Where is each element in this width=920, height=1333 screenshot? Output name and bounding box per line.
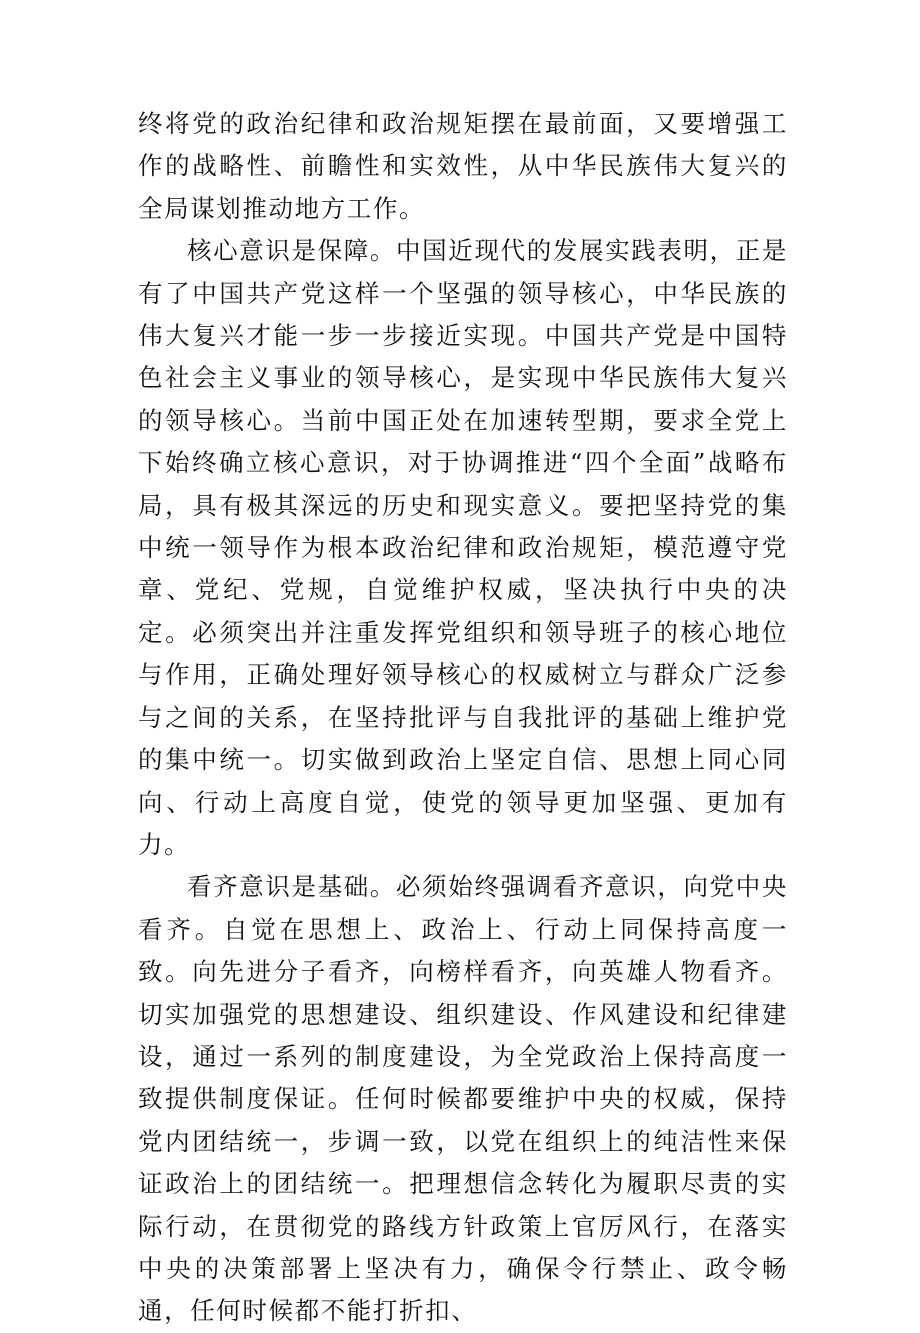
paragraph-core-awareness: 核心意识是保障。中国近现代的发展实践表明，正是有了中国共产党这样一个坚强的领导核心，中华民族的伟大复兴才能一步一步接近实现。中国共产党是中国特色社会主义事业的领导核心，是实现中华民族伟大复兴的领导核心。当前中国正处在加速转型期，要求全党上下始终确立核心意识，对于协调推进“四个全面”战略布局，具有极其深远的历史和现实意义。要把坚持党的集中统一领导作为根本政治纪律和政治规矩，模范遵守党章、党纪、党规，自觉维护权威，坚决执行中央的决定。必须突出并注重发挥党组织和领导班子的核心地位与作用，正确处理好领导核心的权威树立与群众广泛参与之间的关系，在坚持批评与自我批评的基础上维护党的集中统一。切实做到政治上坚定自信、思想上同心同向、行动上高度自觉，使党的领导更加坚强、更加有力。: [138, 236, 788, 859]
paragraph-continuation: 终将党的政治纪律和政治规矩摆在最前面，又要增强工作的战略性、前瞻性和实效性，从中华民族伟大复兴的全局谋划推动地方工作。: [138, 109, 788, 223]
paragraph-alignment-awareness: 看齐意识是基础。必须始终强调看齐意识，向党中央看齐。自觉在思想上、政治上、行动上同保持高度一致。向先进分子看齐，向榜样看齐，向英雄人物看齐。切实加强党的思想建设、组织建设、作风建设和纪律建设，通过一系列的制度建设，为全党政治上保持高度一致提供制度保证。任何时候都要维护中央的权威，保持党内团结统一，步调一致，以党在组织上的纯洁性来保证政治上的团结统一。把理想信念转化为履职尽责的实际行动，在贯彻党的路线方针政策上官厉风行，在落实中央的决策部署上坚决有力，确保令行禁止、政令畅通，任何时候都不能打折扣、: [138, 872, 788, 1326]
document-body: [138, 103, 788, 1333]
